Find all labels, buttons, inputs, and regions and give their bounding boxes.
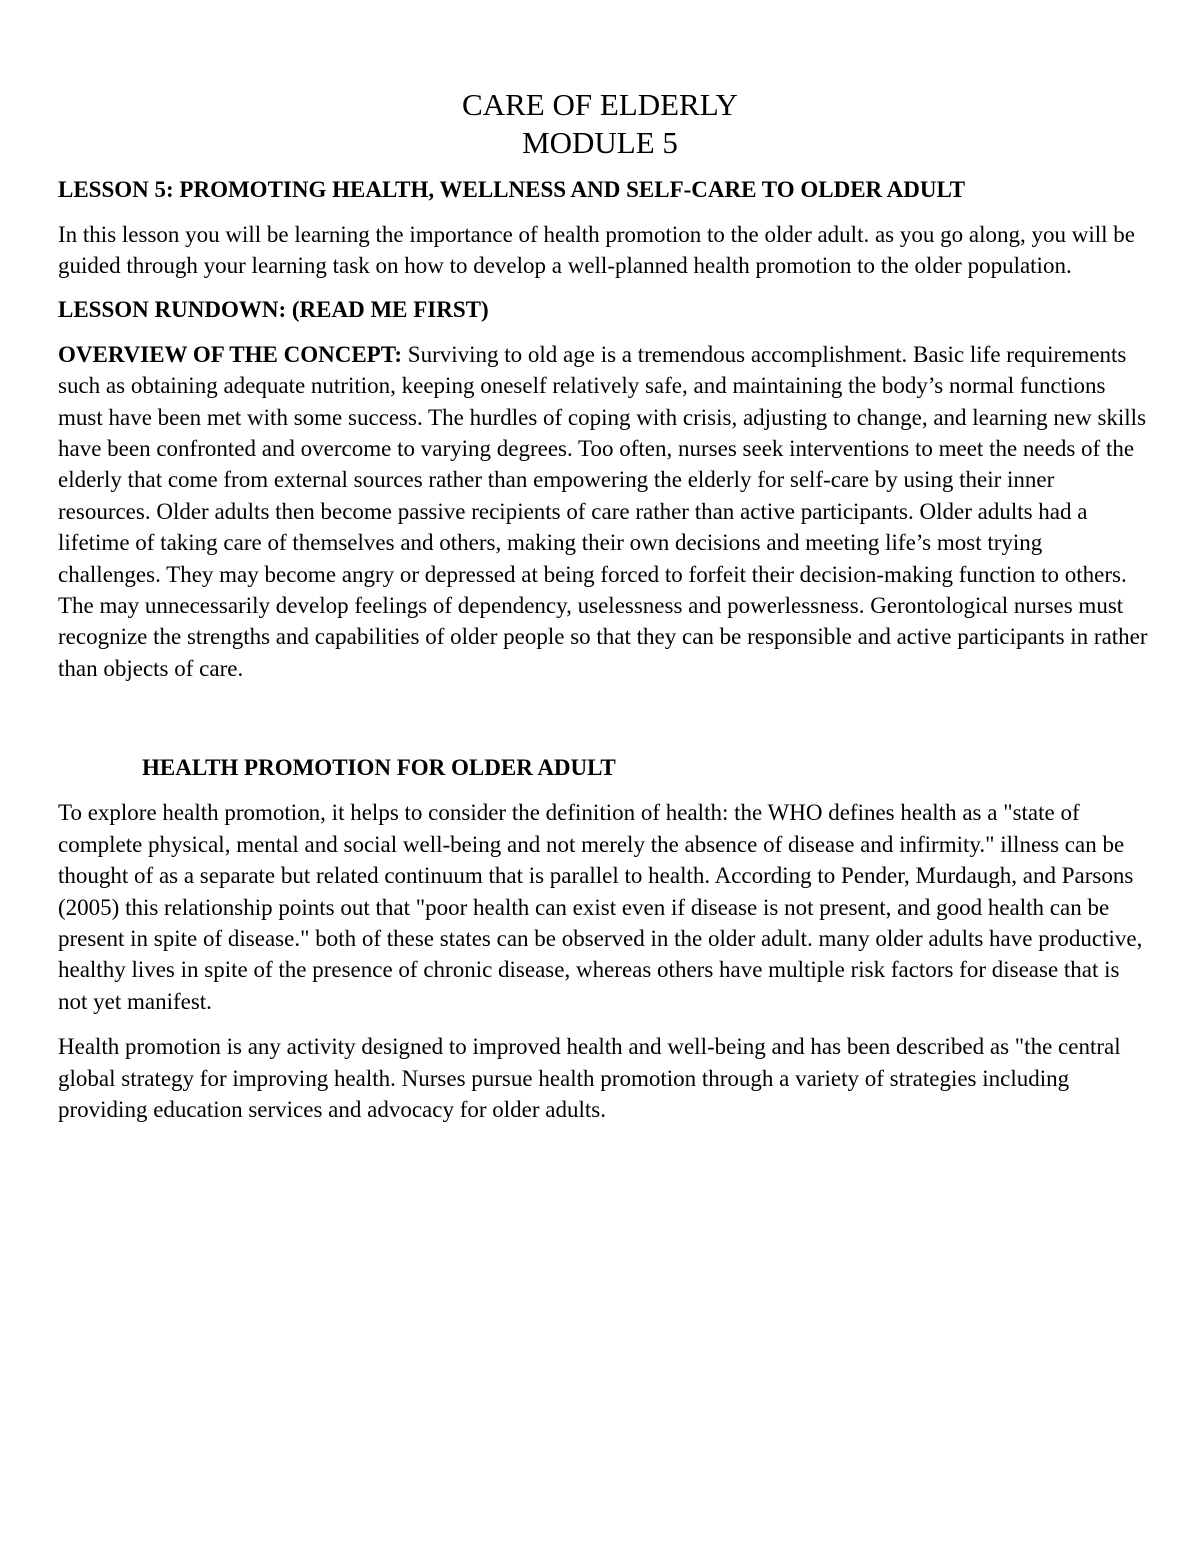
health-paragraph-2: Health promotion is any activity designed to improved health and well-being and has been described as "the central global strategy for improving health. Nurses pursue health promotion through a variety of strategies including providing education services and advocacy for older adults. [58,1034,1121,1122]
lesson-heading: LESSON 5: PROMOTING HEALTH, WELLNESS AND SELF-CARE TO OLDER ADULT [58,177,966,202]
section-heading: HEALTH PROMOTION FOR OLDER ADULT [142,755,616,781]
title-line-2: MODULE 5 [522,125,678,160]
health-paragraph-1: To explore health promotion, it helps to consider the definition of health: the WHO defines health as a "state of complete physical, mental and social well-being and not merely the absence of disease and infirmity." illness can be thought of as a separate but related continuum that is parallel to health. According to Pender, Murdaugh, and Parsons (2005) this relationship points out that "poor health can exist even if disease is not present, and good health can be present in spite of disease." both of these states can be observed in the older adult. many older adults have productive, healthy lives in spite of the presence of chronic disease, whereas others have multiple risk factors for disease that is not yet manifest. [58,800,1143,1014]
overview-paragraph [58,339,1148,684]
document-page [58,86,1148,1125]
title-line-1: CARE OF ELDERLY [462,87,738,122]
document-title [52,86,1148,162]
overview-label: OVERVIEW OF THE CONCEPT: [58,341,403,367]
rundown-heading: LESSON RUNDOWN: (READ ME FIRST) [58,296,489,322]
intro-paragraph: In this lesson you will be learning the importance of health promotion to the older adult. as you go along, you will be guided through your learning task on how to develop a well-planned health promotion to the older population. [58,222,1135,279]
overview-text: Surviving to old age is a tremendous accomplishment. Basic life requirements such as obtaining adequate nutrition, keeping oneself relatively safe, and maintaining the body’s normal functions must have been met with some success. The hurdles of coping with crisis, adjusting to change, and learning new skills have been confronted and overcome to varying degrees. Too often, nurses seek interventions to meet the needs of the elderly that come from external sources rather than empowering the elderly for self-care by using their inner resources. Older adults then become passive recipients of care rather than active participants. Older adults had a lifetime of taking care of themselves and others, making their own decisions and meeting life’s most trying challenges. They may become angry or depressed at being forced to forfeit their decision-making function to others. The may unnecessarily develop feelings of dependency, uselessness and powerlessness. Gerontological nurses must recognize the strengths and capabilities of older people so that they can be responsible and active participants in rather than objects of care. [58,341,1148,681]
